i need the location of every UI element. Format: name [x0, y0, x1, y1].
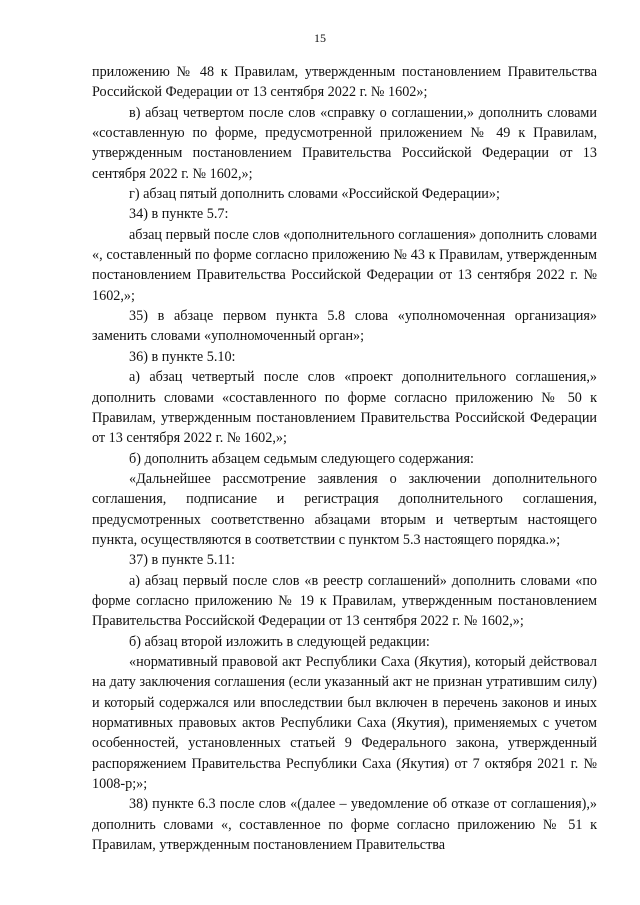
paragraph-item-37-a: а) абзац первый после слов «в реестр соглашений» дополнить словами «по форме согласно приложению № 19 к Правилам, утвержденным постановлением Правительства Российской Федерации от 13 сентября 2022 г. № 1602,»; [92, 572, 597, 630]
document-body [92, 62, 597, 855]
paragraph-item-v: в) абзац четвертом после слов «справку о соглашении,» дополнить словами «составленную по форме, предусмотренной приложением № 49 к Правилам, утвержденным постановлением Правительства Российской Федерации от 13 сентября 2022 г. № 1602,»; [92, 104, 597, 182]
paragraph-item-37: 37) в пункте 5.11: [129, 552, 235, 569]
paragraph-item-g: г) абзац пятый дополнить словами «Российской Федерации»; [129, 186, 500, 203]
paragraph-continuation: приложению № 48 к Правилам, утвержденным постановлением Правительства Российской Федерации от 13 сентября 2022 г. № 1602»; [92, 64, 597, 101]
paragraph-item-34: 34) в пункте 5.7: [129, 206, 229, 223]
paragraph-quote-2: «нормативный правовой акт Республики Саха (Якутия), который действовал на дату заключения соглашения (если указанный акт не признан утратившим силу) и который содержался или впоследствии был включен в перечень законов и иных нормативных правовых актов Республики Саха (Якутия), применяемых с учетом особенностей, установленных статьей 9 Федерального закона, утвержденный распоряжением Правительства Республики Саха (Якутия) от 7 октября 2021 г. № 1008-р;»; [92, 653, 597, 793]
paragraph-item-36: 36) в пункте 5.10: [129, 348, 236, 365]
paragraph-item-38: 38) пункте 6.3 после слов «(далее – уведомление об отказе от соглашения),» дополнить словами «, составленное по форме согласно приложению № 51 к Правилам, утвержденным постановлением Правительства [92, 796, 597, 854]
paragraph-item-35: 35) в абзаце первом пункта 5.8 слова «уполномоченная организация» заменить словами «уполномоченный орган»; [92, 308, 597, 345]
paragraph-item-36-a: а) абзац четвертый после слов «проект дополнительного соглашения,» дополнить словами «составленного по форме согласно приложению № 50 к Правилам, утвержденным постановлением Правительства Российской Федерации от 13 сентября 2022 г. № 1602,»; [92, 369, 597, 447]
page-number: 15 [314, 31, 326, 45]
paragraph-quote-1: «Дальнейшее рассмотрение заявления о заключении дополнительного соглашения, подписание и регистрация дополнительного соглашения, предусмотренных соответственно абзацами вторым и четвертым настоящего пункта, осуществляются в соответствии с пунктом 5.3 настоящего порядка.»; [92, 470, 597, 548]
paragraph-item-36-b: б) дополнить абзацем седьмым следующего содержания: [129, 450, 474, 467]
paragraph-item-37-b: б) абзац второй изложить в следующей редакции: [129, 633, 430, 650]
paragraph-item-34-text: абзац первый после слов «дополнительного соглашения» дополнить словами «, составленный по форме согласно приложению № 43 к Правилам, утвержденным постановлением Правительства Российской Федерации от 13 сентября 2022 г. № 1602,»; [92, 226, 597, 304]
